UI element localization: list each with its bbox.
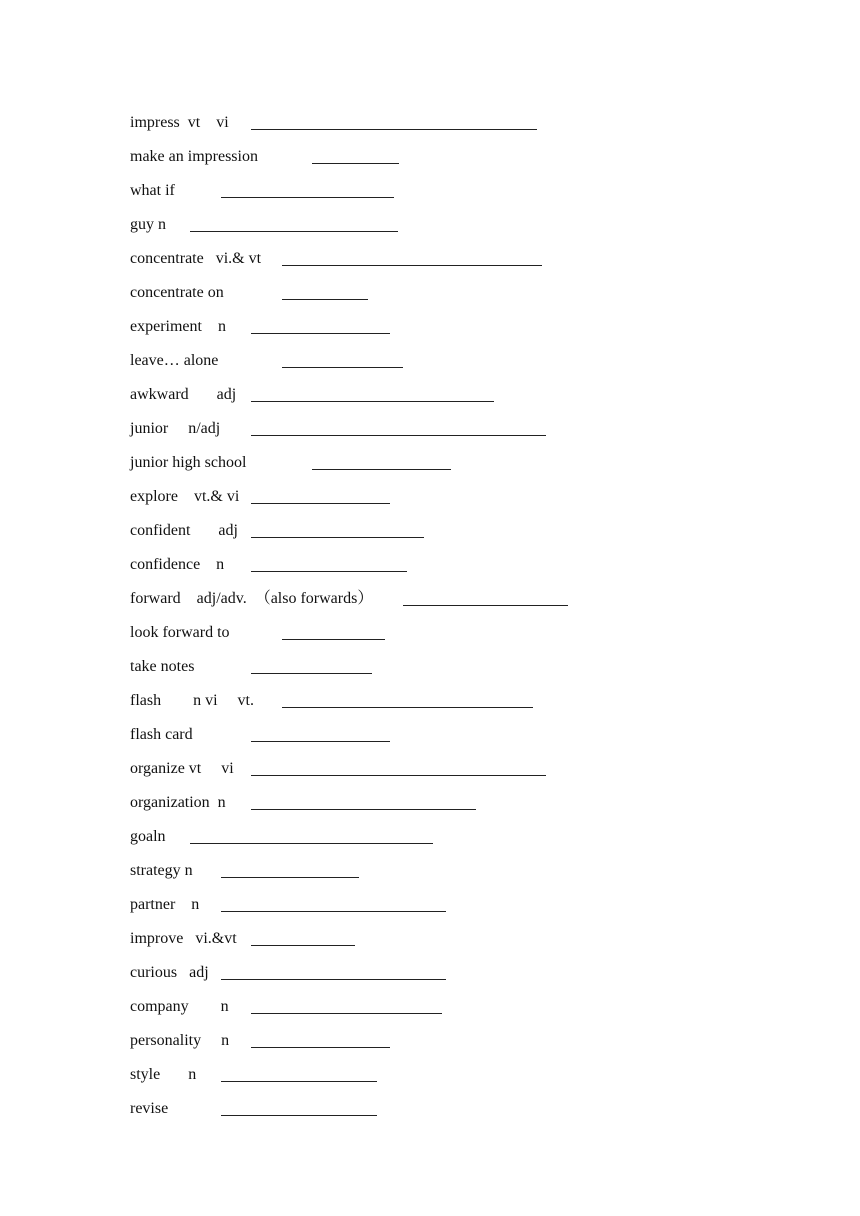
list-item [0,113,860,137]
answer-blank[interactable] [312,469,451,470]
list-item [0,419,860,443]
answer-blank[interactable] [282,367,403,368]
vocab-term: junior n/adj [130,420,221,437]
list-item [0,691,860,715]
list-item [0,895,860,919]
answer-blank[interactable] [312,163,399,164]
vocab-term: strategy n [130,862,193,879]
vocab-term: partner n [130,896,200,913]
answer-blank[interactable] [221,1081,377,1082]
answer-blank[interactable] [282,299,368,300]
list-item [0,827,860,851]
answer-blank[interactable] [190,843,433,844]
vocab-term: confident adj [130,522,238,539]
vocab-term: concentrate on [130,284,224,301]
list-item [0,249,860,273]
vocab-term: experiment n [130,318,226,335]
vocab-term: flash card [130,726,193,743]
answer-blank[interactable] [251,571,407,572]
answer-blank[interactable] [403,605,568,606]
list-item [0,1031,860,1055]
list-item [0,555,860,579]
list-item [0,1065,860,1089]
vocab-term: leave… alone [130,352,219,369]
vocab-term: impress vt vi [130,114,229,131]
list-item [0,623,860,647]
answer-blank[interactable] [221,197,394,198]
answer-blank[interactable] [282,265,542,266]
answer-blank[interactable] [282,639,385,640]
list-item [0,759,860,783]
list-item [0,657,860,681]
answer-blank[interactable] [221,911,446,912]
vocab-term: confidence n [130,556,225,573]
answer-blank[interactable] [251,401,494,402]
vocab-term: junior high school [130,454,247,471]
vocab-term: explore vt.& vi [130,488,240,505]
vocab-term: improve vi.&vt [130,930,237,947]
answer-blank[interactable] [221,979,446,980]
vocab-term: make an impression [130,148,258,165]
answer-blank[interactable] [251,945,355,946]
list-item [0,351,860,375]
vocab-term: what if [130,182,175,199]
list-item [0,453,860,477]
list-item [0,487,860,511]
answer-blank[interactable] [251,537,424,538]
list-item [0,317,860,341]
vocab-term: revise [130,1100,169,1117]
vocab-term: organize vt vi [130,760,234,777]
list-item [0,283,860,307]
vocab-term: take notes [130,658,195,675]
list-item [0,725,860,749]
vocab-term: guy n [130,216,166,233]
answer-blank[interactable] [251,1013,442,1014]
vocab-term: flash n vi vt. [130,692,254,709]
vocab-term: look forward to [130,624,230,641]
answer-blank[interactable] [251,809,476,810]
list-item [0,521,860,545]
vocab-term: style n [130,1066,197,1083]
list-item [0,793,860,817]
answer-blank[interactable] [251,741,390,742]
vocab-term: goaln [130,828,166,845]
vocab-term: organization n [130,794,226,811]
list-item [0,929,860,953]
answer-blank[interactable] [221,1115,377,1116]
list-item [0,997,860,1021]
answer-blank[interactable] [251,1047,390,1048]
answer-blank[interactable] [251,129,537,130]
answer-blank[interactable] [282,707,533,708]
vocab-term: company n [130,998,229,1015]
answer-blank[interactable] [251,435,546,436]
vocab-term: personality n [130,1032,230,1049]
vocab-term: concentrate vi.& vt [130,250,262,267]
answer-blank[interactable] [190,231,398,232]
list-item [0,963,860,987]
list-item [0,385,860,409]
list-item [0,147,860,171]
list-item [0,861,860,885]
vocab-term: curious adj [130,964,209,981]
vocab-term: awkward adj [130,386,237,403]
answer-blank[interactable] [251,333,390,334]
answer-blank[interactable] [251,775,546,776]
answer-blank[interactable] [251,673,372,674]
list-item [0,589,860,613]
answer-blank[interactable] [251,503,390,504]
list-item [0,1099,860,1123]
answer-blank[interactable] [221,877,359,878]
list-item [0,215,860,239]
vocab-term: forward adj/adv. （also forwards） [130,590,374,607]
list-item [0,181,860,205]
